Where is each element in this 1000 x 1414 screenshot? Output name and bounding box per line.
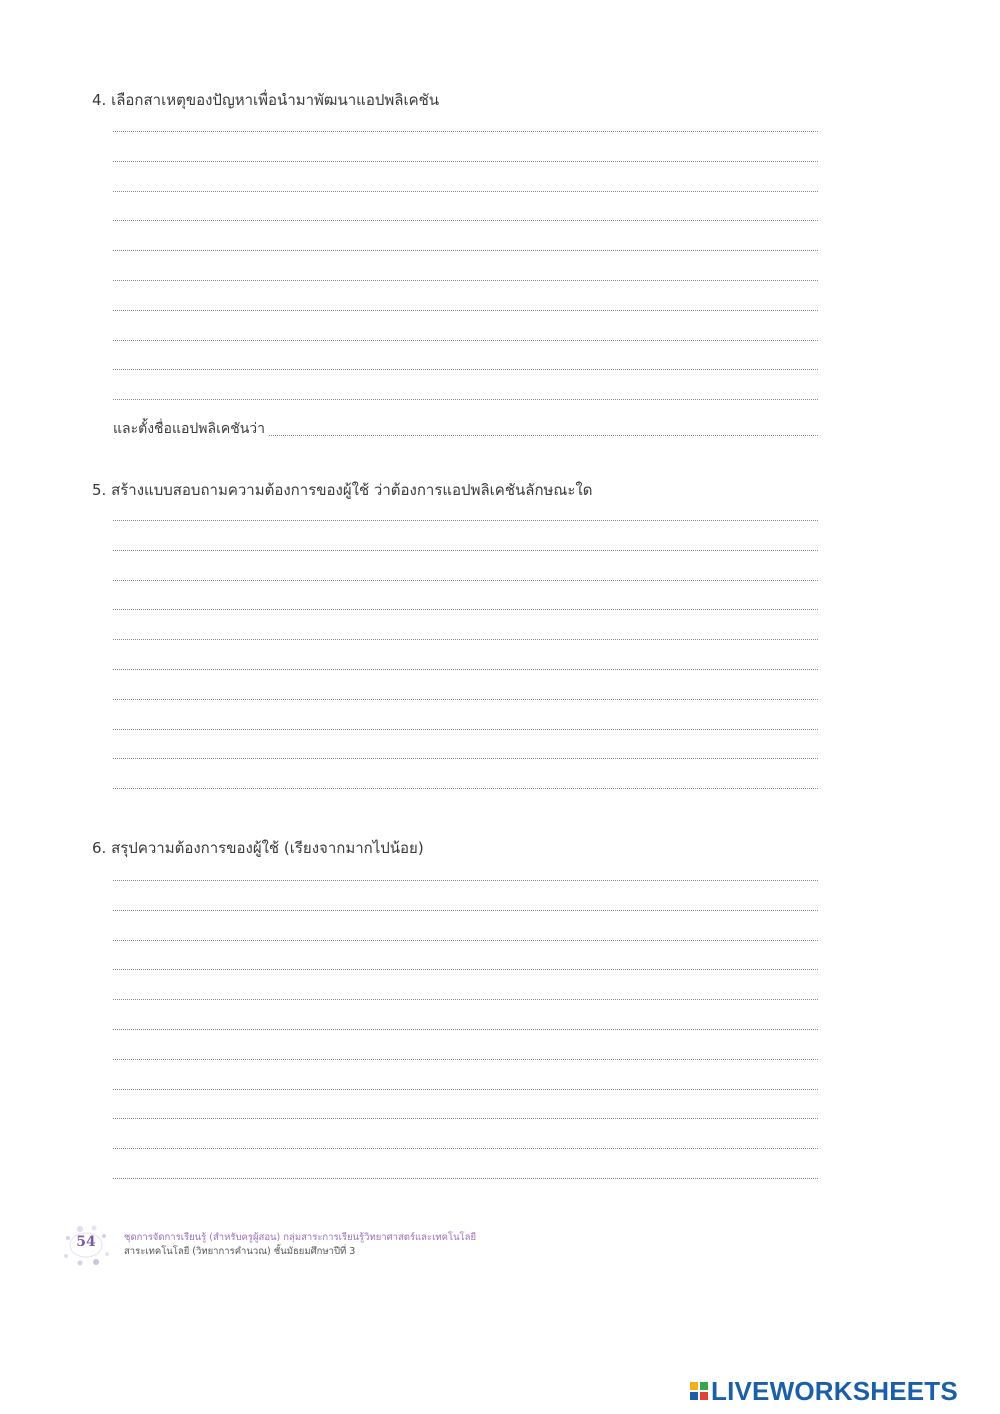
question-4-answer-line[interactable] [113, 369, 818, 370]
question-6-answer-line[interactable] [113, 1118, 818, 1119]
question-4-answer-line[interactable] [113, 310, 818, 311]
question-5-answer-line[interactable] [113, 788, 818, 789]
liveworksheets-logo [690, 1376, 958, 1406]
question-6-answer-line[interactable] [113, 1029, 818, 1030]
question-5-answer-line[interactable] [113, 550, 818, 551]
question-5-answer-line[interactable] [113, 729, 818, 730]
question-6-answer-line[interactable] [113, 999, 818, 1000]
question-6-answer-line[interactable] [113, 1178, 818, 1179]
footer-series-title: ชุดการจัดการเรียนรู้ (สำหรับครูผู้สอน) กลุ่มสาระการเรียนรู้วิทยาศาสตร์และเทคโนโลยี [124, 1232, 477, 1243]
question-6-answer-line[interactable] [113, 910, 818, 911]
question-6-text: สรุปความต้องการของผู้ใช้ (เรียงจากมากไปน้อย) [111, 839, 424, 857]
footer-subject-title: สาระเทคโนโลยี (วิทยาการคำนวณ) ชั้นมัธยมศึกษาปีที่ 3 [124, 1246, 356, 1257]
question-6-answer-line[interactable] [113, 1148, 818, 1149]
question-5-number: 5. [92, 481, 107, 499]
question-6-title [92, 836, 424, 860]
page-number: 54 [76, 1234, 96, 1250]
question-4-answer-line[interactable] [113, 399, 818, 400]
question-5-title [92, 478, 592, 502]
question-6-answer-line[interactable] [113, 940, 818, 941]
question-5-answer-line[interactable] [113, 580, 818, 581]
question-5-text: สร้างแบบสอบถามความต้องการของผู้ใช้ ว่าต้องการแอปพลิเคชันลักษณะใด [111, 481, 593, 499]
question-5-answer-line[interactable] [113, 669, 818, 670]
question-4-number: 4. [92, 91, 107, 109]
question-4-answer-line[interactable] [113, 340, 818, 341]
question-4-title [92, 88, 439, 112]
question-5-answer-line[interactable] [113, 639, 818, 640]
question-5-answer-line[interactable] [113, 758, 818, 759]
question-4-answer-line[interactable] [113, 280, 818, 281]
app-name-answer-line[interactable] [269, 435, 818, 436]
question-6-answer-line[interactable] [113, 969, 818, 970]
question-4-answer-line[interactable] [113, 131, 818, 132]
app-name-label: และตั้งชื่อแอปพลิเคชันว่า [113, 421, 266, 437]
question-4-text: เลือกสาเหตุของปัญหาเพื่อนำมาพัฒนาแอปพลิเคชัน [111, 91, 440, 109]
question-6-number: 6. [92, 839, 107, 857]
question-5-answer-line[interactable] [113, 609, 818, 610]
question-5-answer-line[interactable] [113, 699, 818, 700]
question-4-answer-line[interactable] [113, 191, 818, 192]
question-4-answer-line[interactable] [113, 161, 818, 162]
app-name-row [113, 420, 818, 440]
liveworksheets-wordmark: LIVEWORKSHEETS [711, 1375, 958, 1406]
question-6-answer-line[interactable] [113, 1059, 818, 1060]
question-4-answer-line[interactable] [113, 220, 818, 221]
question-6-answer-line[interactable] [113, 1089, 818, 1090]
question-6-answer-line[interactable] [113, 880, 818, 881]
question-4-answer-line[interactable] [113, 250, 818, 251]
page-footer [60, 1222, 580, 1272]
liveworksheets-grid-icon [690, 1382, 708, 1400]
question-5-answer-line[interactable] [113, 520, 818, 521]
